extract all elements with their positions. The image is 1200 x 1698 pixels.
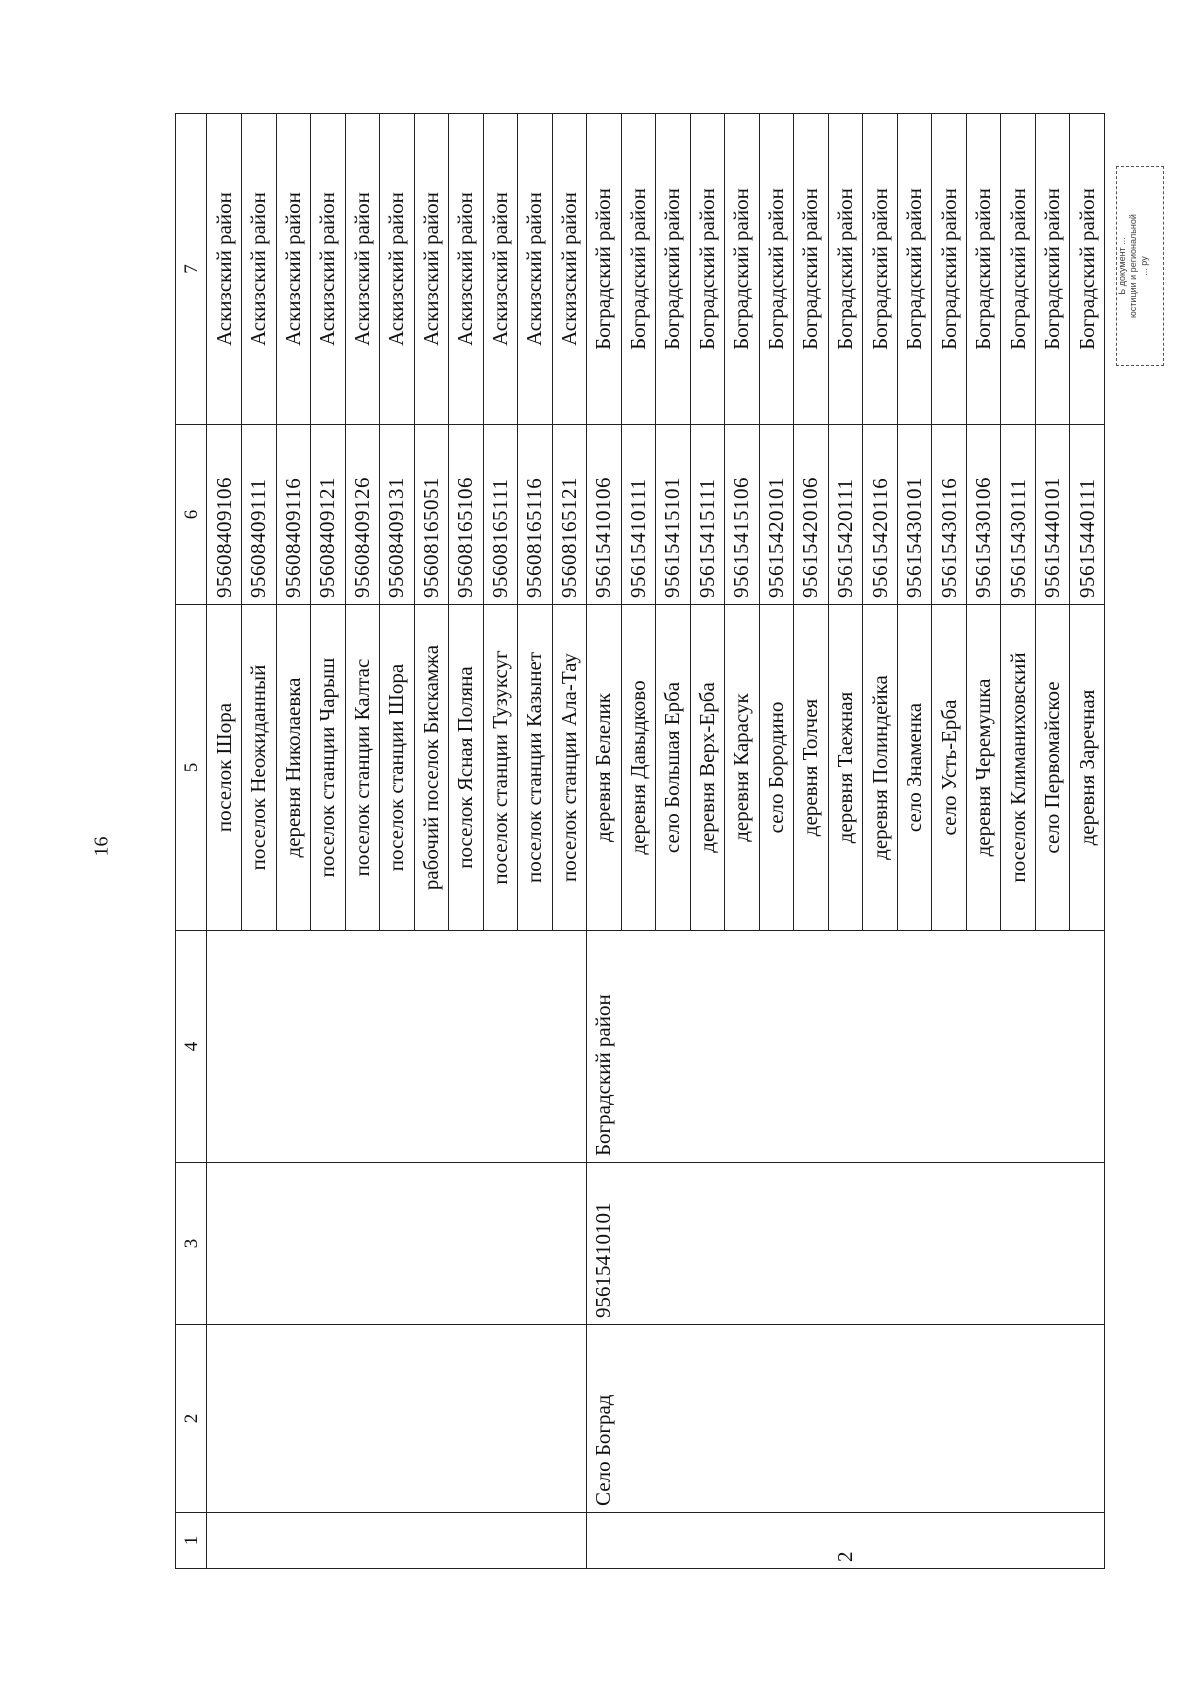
settlement-cell: поселок Шора: [207, 605, 242, 931]
settlement-cell: поселок Климаниховский: [1001, 605, 1036, 931]
okato-code-cell: 95608409121: [311, 425, 346, 605]
settlement-cell: поселок станции Ала-Тау: [552, 605, 587, 931]
district-cell: Аскизский район: [241, 114, 276, 425]
okato-code-cell: 95608409126: [345, 425, 380, 605]
district-cell: Боградский район: [897, 114, 932, 425]
empty-cell: [207, 931, 587, 1163]
district-cell: Боградский район: [725, 114, 760, 425]
okato-code-cell: 95615430106: [966, 425, 1001, 605]
registration-stamp: [1116, 166, 1164, 366]
district-cell: Боградский район: [759, 114, 794, 425]
okato-code-cell: 95615430116: [932, 425, 967, 605]
district-cell: Боградский район: [828, 114, 863, 425]
district-cell: Боградский район: [1070, 114, 1105, 425]
page-number: 16: [90, 836, 113, 857]
stamp-line: Ь документ ...: [1117, 237, 1127, 295]
empty-cell: [207, 1513, 587, 1569]
okato-code-cell: 95608165106: [449, 425, 484, 605]
municipality-district-cell: Боградский район: [587, 931, 1105, 1163]
settlement-cell: село Знаменка: [897, 605, 932, 931]
rotated-table-holder: [175, 114, 1105, 1569]
settlement-cell: поселок станции Тузуксуг: [483, 605, 518, 931]
district-cell: Аскизский район: [414, 114, 449, 425]
okato-code-cell: 95615415111: [690, 425, 725, 605]
municipality-name-cell: Село Боград: [587, 1325, 1105, 1513]
district-cell: Аскизский район: [483, 114, 518, 425]
okato-code-cell: 95615420106: [794, 425, 829, 605]
header-cell: 4: [176, 931, 207, 1163]
okato-code-cell: 95608409131: [380, 425, 415, 605]
settlement-cell: деревня Черемушка: [966, 605, 1001, 931]
district-cell: Боградский район: [1035, 114, 1070, 425]
header-cell: 7: [176, 114, 207, 425]
empty-cell: [207, 1163, 587, 1325]
settlement-cell: деревня Давыдково: [621, 605, 656, 931]
settlement-cell: деревня Толчея: [794, 605, 829, 931]
settlement-cell: село Бородино: [759, 605, 794, 931]
okato-code-cell: 95608165121: [552, 425, 587, 605]
district-cell: Аскизский район: [552, 114, 587, 425]
header-cell: 2: [176, 1325, 207, 1513]
settlement-cell: поселок станции Чарыш: [311, 605, 346, 931]
district-cell: Боградский район: [794, 114, 829, 425]
header-cell: 3: [176, 1163, 207, 1325]
okato-code-cell: 95615410106: [587, 425, 622, 605]
okato-code-cell: 95608409106: [207, 425, 242, 605]
settlement-cell: деревня Карасук: [725, 605, 760, 931]
table-body: [176, 114, 1105, 1569]
district-cell: Аскизский район: [311, 114, 346, 425]
district-cell: Аскизский район: [518, 114, 553, 425]
okato-code-cell: 95615440101: [1035, 425, 1070, 605]
stamp-line: ... ру: [1139, 256, 1149, 276]
district-cell: Аскизский район: [345, 114, 380, 425]
table-row: [587, 114, 622, 1569]
municipality-code-cell: 95615410101: [587, 1163, 1105, 1325]
header-cell: 6: [176, 425, 207, 605]
okato-code-cell: 95615440111: [1070, 425, 1105, 605]
okato-code-cell: 95608165116: [518, 425, 553, 605]
settlement-cell: деревня Верх-Ерба: [690, 605, 725, 931]
settlement-cell: село Большая Ерба: [656, 605, 691, 931]
stamp-text: [1117, 167, 1163, 365]
district-cell: Боградский район: [966, 114, 1001, 425]
settlements-table: [175, 113, 1105, 1569]
district-cell: Боградский район: [690, 114, 725, 425]
okato-code-cell: 95608409116: [276, 425, 311, 605]
okato-code-cell: 95615420111: [828, 425, 863, 605]
okato-code-cell: 95615420116: [863, 425, 898, 605]
district-cell: Боградский район: [863, 114, 898, 425]
header-row: [176, 114, 207, 1569]
table-frame: [175, 114, 1105, 1569]
district-cell: Боградский район: [932, 114, 967, 425]
district-cell: Аскизский район: [380, 114, 415, 425]
settlement-cell: село Усть-Ерба: [932, 605, 967, 931]
row-number-cell: 2: [587, 1513, 1105, 1569]
settlement-cell: поселок Неожиданный: [241, 605, 276, 931]
settlement-cell: деревня Полиндейка: [863, 605, 898, 931]
district-cell: Боградский район: [621, 114, 656, 425]
okato-code-cell: 95615430111: [1001, 425, 1036, 605]
district-cell: Аскизский район: [207, 114, 242, 425]
settlement-cell: село Первомайское: [1035, 605, 1070, 931]
settlement-cell: деревня Таежная: [828, 605, 863, 931]
settlement-cell: поселок станции Шора: [380, 605, 415, 931]
header-cell: 1: [176, 1513, 207, 1569]
table-row: [207, 114, 242, 1569]
settlement-cell: поселок Ясная Поляна: [449, 605, 484, 931]
stamp-line: юстиции и региональной: [1128, 214, 1138, 318]
header-cell: 5: [176, 605, 207, 931]
district-cell: Боградский район: [1001, 114, 1036, 425]
settlement-cell: поселок станции Калтас: [345, 605, 380, 931]
okato-code-cell: 95615410111: [621, 425, 656, 605]
okato-code-cell: 95615430101: [897, 425, 932, 605]
district-cell: Боградский район: [656, 114, 691, 425]
district-cell: Аскизский район: [449, 114, 484, 425]
okato-code-cell: 95615420101: [759, 425, 794, 605]
settlement-cell: поселок станции Казынет: [518, 605, 553, 931]
okato-code-cell: 95608165111: [483, 425, 518, 605]
settlement-cell: деревня Николаевка: [276, 605, 311, 931]
district-cell: Боградский район: [587, 114, 622, 425]
settlement-cell: деревня Белелик: [587, 605, 622, 931]
district-cell: Аскизский район: [276, 114, 311, 425]
okato-code-cell: 95608165051: [414, 425, 449, 605]
settlement-cell: деревня Заречная: [1070, 605, 1105, 931]
okato-code-cell: 95615415106: [725, 425, 760, 605]
empty-cell: [207, 1325, 587, 1513]
okato-code-cell: 95608409111: [241, 425, 276, 605]
settlement-cell: рабочий поселок Бискамжа: [414, 605, 449, 931]
okato-code-cell: 95615415101: [656, 425, 691, 605]
